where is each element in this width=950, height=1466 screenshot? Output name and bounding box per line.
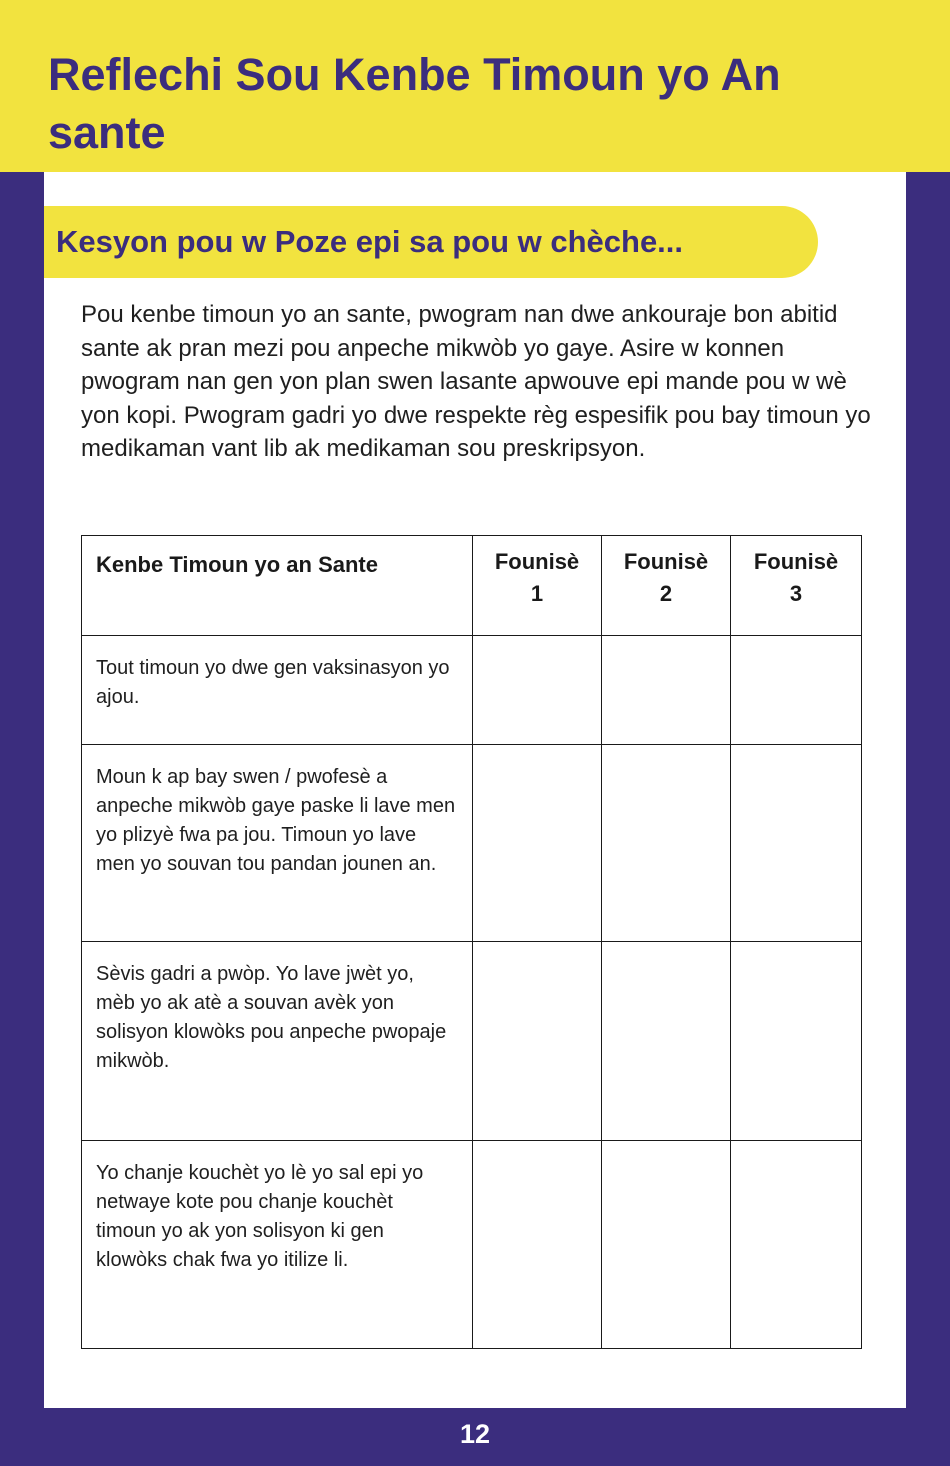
provider-number: 2 [659,581,673,606]
provider-label: Founisè [623,549,709,574]
header-band [0,0,950,172]
table-row [82,1141,862,1349]
intro-paragraph: Pou kenbe timoun yo an sante, pwogram nan dwe ankouraje bon abitid sante ak pran mezi pou anpeche mikwòb yo gaye. Asire w konnen pwogram nan gen yon plan swen lasante apwouve epi mande pou w wè yon kopi. Pwogram gadri yo dwe respekte règ espesifik pou bay timoun yo medikaman vant lib ak medikaman sou preskripsyon. [81,301,871,463]
page-number: 12 [459,1419,491,1449]
content-page [44,172,906,1408]
provider-1-check-cell[interactable] [473,942,602,1141]
provider-1-check-cell[interactable] [473,1141,602,1349]
provider-3-check-cell[interactable] [731,1141,862,1349]
provider-2-check-cell[interactable] [602,745,731,942]
row-criterion-text: Sèvis gadri a pwòp. Yo lave jwèt yo, mèb yo ak atè a souvan avèk yon solisyon klowòks pou anpeche pwopaje mikwòb. [82,942,473,1141]
table-header-provider-1 [473,536,602,636]
provider-3-check-cell[interactable] [731,745,862,942]
provider-3-check-cell[interactable] [731,942,862,1141]
provider-2-check-cell[interactable] [602,1141,731,1349]
provider-label: Founisè [494,549,580,574]
provider-1-check-cell[interactable] [473,745,602,942]
provider-number: 1 [530,581,544,606]
table-row [82,636,862,745]
table-header-provider-3 [731,536,862,636]
table-header-provider-2 [602,536,731,636]
row-criterion-text: Yo chanje kouchèt yo lè yo sal epi yo netwaye kote pou chanje kouchèt timoun yo ak yon solisyon ki gen klowòks chak fwa yo itilize li. [82,1141,473,1349]
provider-label: Founisè [753,549,839,574]
provider-2-check-cell[interactable] [602,636,731,745]
provider-3-check-cell[interactable] [731,636,862,745]
provider-checklist-table [81,535,862,1349]
section-title: Kesyon pou w Poze epi sa pou w chèche... [56,224,684,259]
table-row [82,942,862,1141]
section-banner [44,206,818,278]
provider-1-check-cell[interactable] [473,636,602,745]
table-header-main: Kenbe Timoun yo an Sante [82,536,473,636]
page-title: Reflechi Sou Kenbe Timoun yo An sante [48,49,781,158]
row-criterion-text: Tout timoun yo dwe gen vaksinasyon yo ajou. [82,636,473,745]
provider-2-check-cell[interactable] [602,942,731,1141]
table-header-row [82,536,862,636]
provider-number: 3 [789,581,803,606]
table-row [82,745,862,942]
row-criterion-text: Moun k ap bay swen / pwofesè a anpeche mikwòb gaye paske li lave men yo plizyè fwa pa jou. Timoun yo lave men yo souvan tou pandan jounen an. [82,745,473,942]
